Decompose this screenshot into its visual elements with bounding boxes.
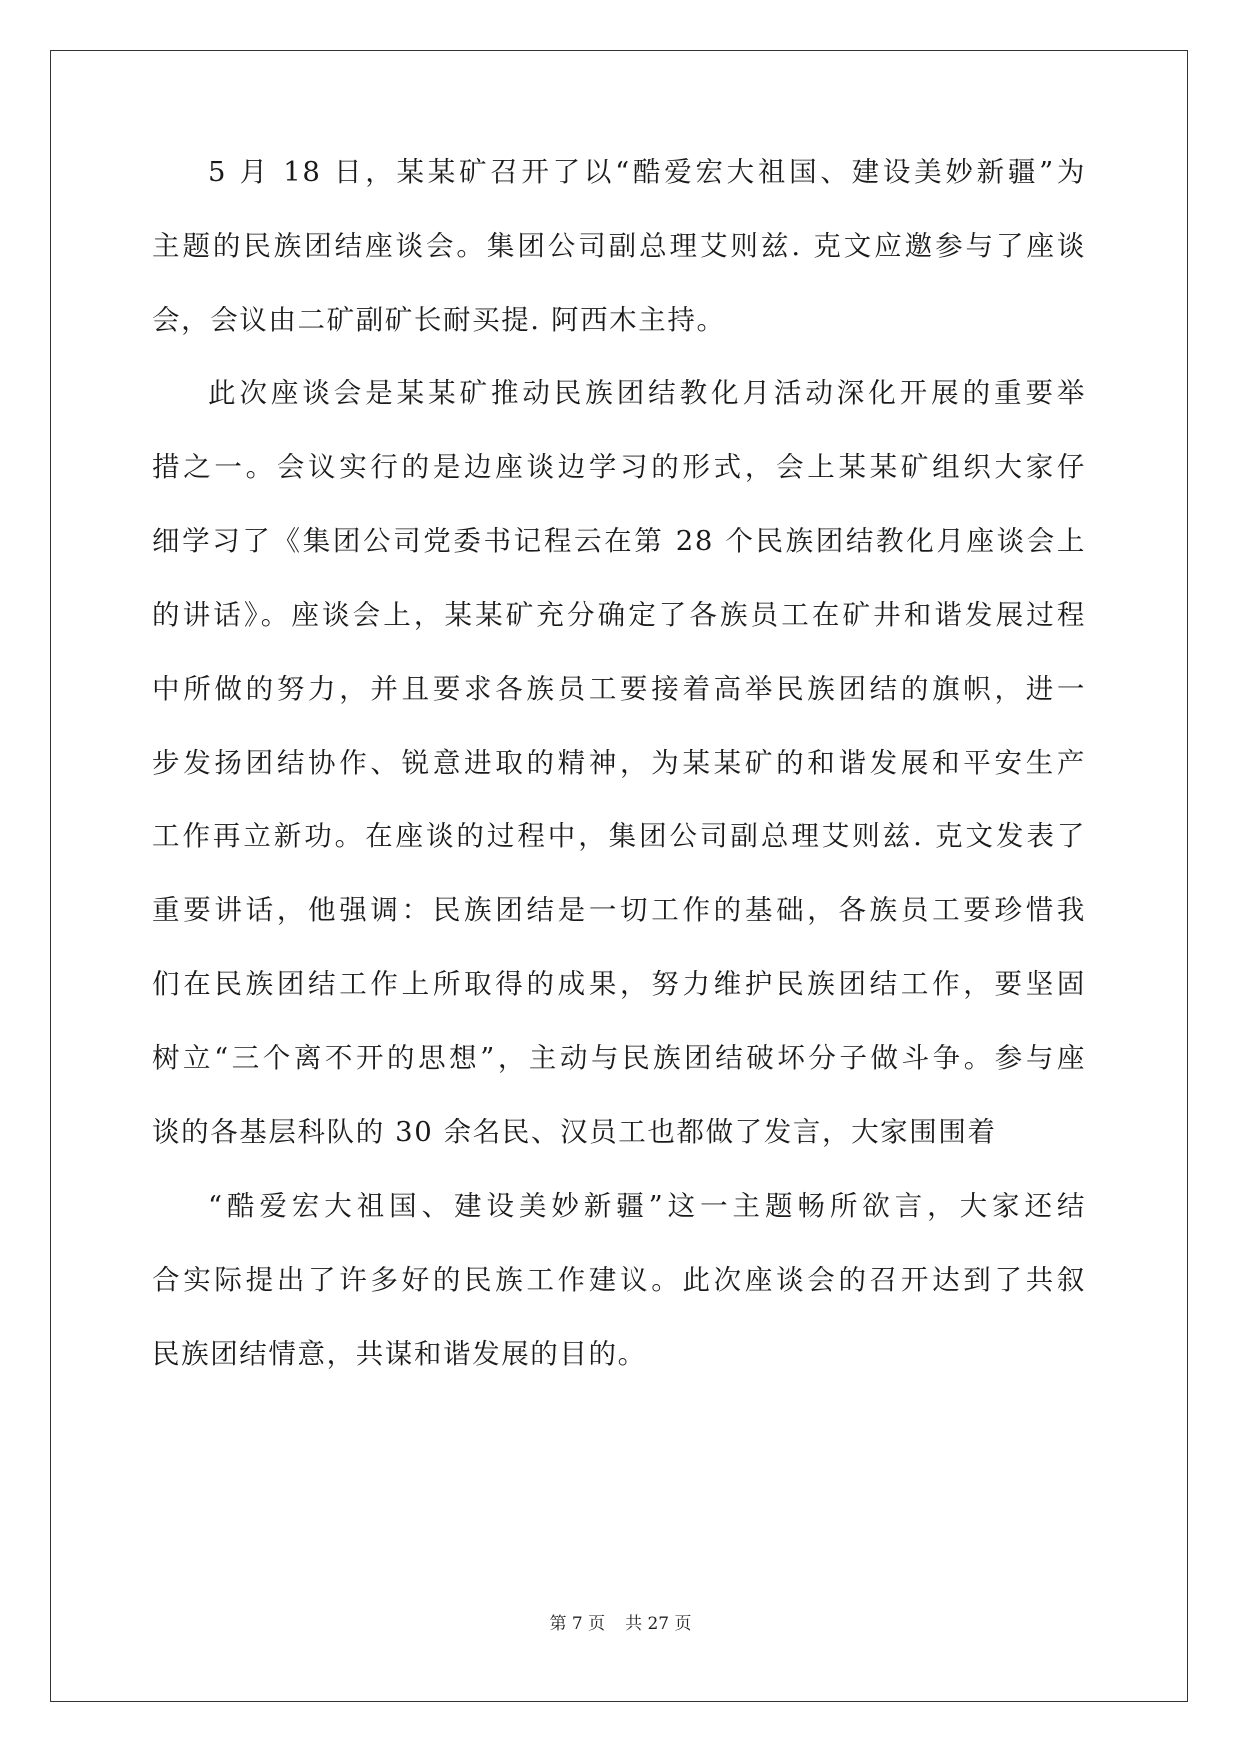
paragraph-2-line-10: 树立“三个离不开的思想”，主动与民族团结破坏分子做斗争。参与座 bbox=[152, 1042, 1086, 1074]
page-total: 共 27 页 bbox=[625, 1614, 692, 1634]
page-number: 第 7 页 bbox=[549, 1614, 606, 1634]
paragraph-1-line-2: 主题的民族团结座谈会。集团公司副总理艾则兹. 克文应邀参与了座谈 bbox=[152, 230, 1086, 262]
paragraph-2-line-1: 此次座谈会是某某矿推动民族团结教化月活动深化开展的重要举 bbox=[208, 377, 1086, 409]
paragraph-2-line-6: 步发扬团结协作、锐意进取的精神，为某某矿的和谐发展和平安生产 bbox=[152, 747, 1086, 779]
paragraph-1-line-3: 会，会议由二矿副矿长耐买提. 阿西木主持。 bbox=[152, 304, 726, 336]
paragraph-2-line-3: 细学习了《集团公司党委书记程云在第 28 个民族团结教化月座谈会上 bbox=[152, 525, 1086, 557]
paragraph-3-line-2: 合实际提出了许多好的民族工作建议。此次座谈会的召开达到了共叙 bbox=[152, 1264, 1086, 1296]
paragraph-2-line-9: 们在民族团结工作上所取得的成果，努力维护民族团结工作，要坚固 bbox=[152, 968, 1086, 1000]
page-frame bbox=[50, 50, 1188, 1702]
paragraph-1-line-1: 5 月 18 日，某某矿召开了以“酷爱宏大祖国、建设美妙新疆”为 bbox=[208, 156, 1086, 188]
paragraph-2-line-2: 措之一。会议实行的是边座谈边学习的形式，会上某某矿组织大家仔 bbox=[152, 451, 1086, 483]
paragraph-3-line-1: “酷爱宏大祖国、建设美妙新疆”这一主题畅所欲言，大家还结 bbox=[208, 1190, 1086, 1222]
paragraph-3-line-3: 民族团结情意，共谋和谐发展的目的。 bbox=[152, 1338, 647, 1370]
paragraph-2-line-4: 的讲话》。座谈会上，某某矿充分确定了各族员工在矿井和谐发展过程 bbox=[152, 599, 1086, 631]
paragraph-2-line-7: 工作再立新功。在座谈的过程中，集团公司副总理艾则兹. 克文发表了 bbox=[152, 820, 1086, 852]
paragraph-2-line-11: 谈的各基层科队的 30 余名民、汉员工也都做了发言，大家围围着 bbox=[152, 1116, 997, 1148]
paragraph-2-line-8: 重要讲话，他强调：民族团结是一切工作的基础，各族员工要珍惜我 bbox=[152, 894, 1086, 926]
page-footer bbox=[0, 1612, 1241, 1636]
paragraph-2-line-5: 中所做的努力，并且要求各族员工要接着高举民族团结的旗帜，进一 bbox=[152, 673, 1086, 705]
